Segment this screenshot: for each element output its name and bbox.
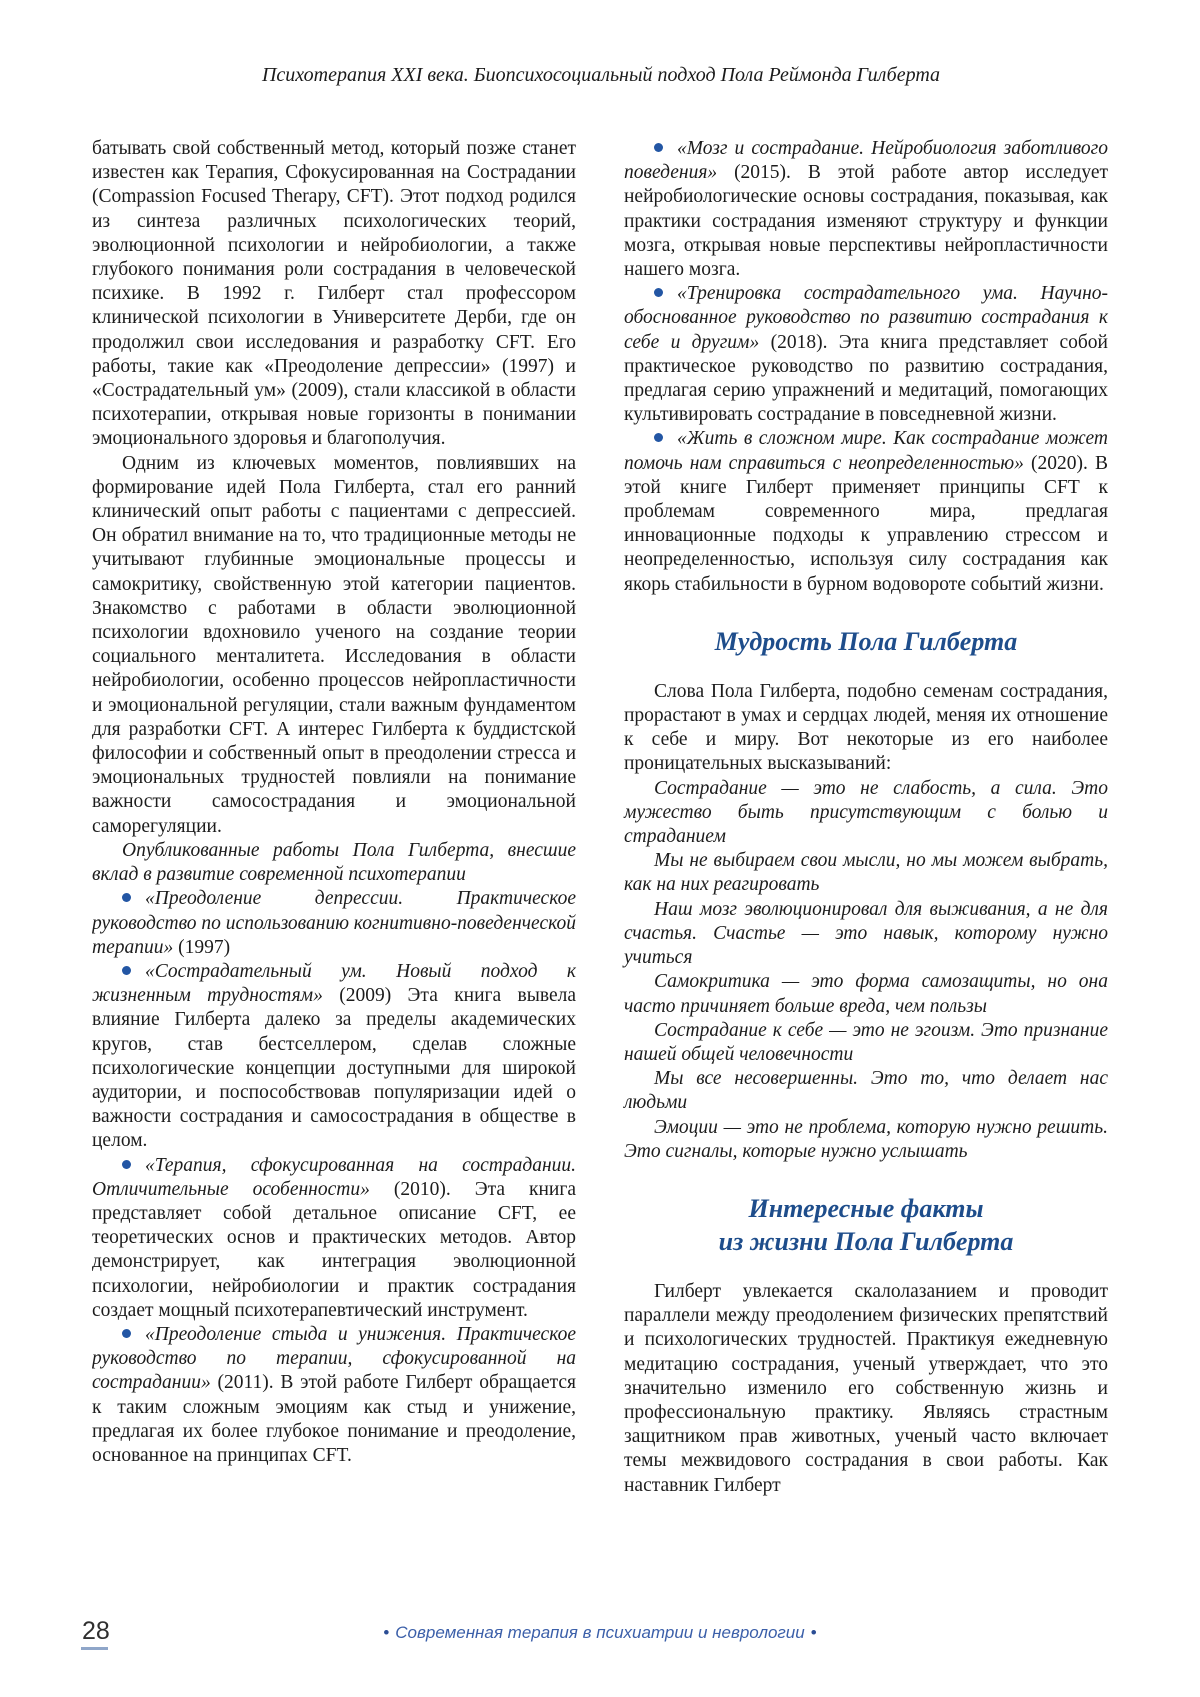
italic-run: Сострадание к себе — это не эгоизм. Это признание нашей общей человечности [624,1019,1108,1065]
text-run: (2015). В этой работе автор исследует нейробиологические основы сострадания, показывая, как практики сострадания изменяют структуру и функции мозга, открывая новые перспективы нейропластичности нашего мозга. [624,162,1108,281]
text-run: Слова Пола Гилберта, подобно семенам сострадания, прорастают в умах и сердцах людей, меняя их отношение к себе и миру. Вот некоторые из его наиболее проницательных высказываний: [624,680,1108,775]
italic-run: «Тренировка сострадательного ума. Научно-обоснованное руководство по развитию сострадания к себе и другим» [624,283,1108,353]
italic-run: «Преодоление депрессии. Практическое руководство по использованию когнитивно-поведенческой терапии» [92,888,576,958]
italic-run: «Мозг и сострадание. Нейробиология заботливого поведения» [624,138,1108,184]
section-heading: Мудрость Пола Гилберта [714,626,1018,656]
bullet-icon [654,143,663,152]
paragraph [92,839,576,887]
bullet-list-item [92,887,576,960]
paragraph [92,137,576,452]
footer-bullet-icon: • [383,1623,390,1642]
running-header: Психотерапия XXI века. Биопсихосоциальный подход Пола Реймонда Гилберта [261,64,941,86]
bullet-list-item [92,960,576,1154]
paragraph [92,452,576,839]
italic-run: «Преодоление стыда и унижения. Практическое руководство по терапии, сфокусированной на сострадании» [92,1323,576,1394]
section-heading: Интересные факты из жизни Пола Гилберта [718,1193,1014,1256]
bullet-icon [654,288,663,297]
bullet-icon [122,966,131,975]
italic-run: Наш мозг эволюционировал для выживания, а не для счастья. Счастье — это навык, которому нужно учиться [624,898,1108,969]
italic-run: «Терапия, сфокусированная на сострадании. Отличительные особенности» [92,1154,576,1200]
italic-run: «Жить в сложном мире. Как сострадание может помочь нам справиться с неопределенностью» [624,428,1108,474]
quote-paragraph [624,970,1108,1018]
text-run: (2009) Эта книга вывела влияние Гилберта далеко за пределы академических кругов, став бестселлером, сделав сложные психологические концепции доступными для широкой аудитории, и поспособствовав популяризации идей о важности сострадания и самосострадания в обществе в целом. [92,985,576,1152]
bullet-icon [122,1329,131,1338]
italic-run: Мы все несовершенны. Это то, что делает нас людьми [624,1068,1108,1114]
page-number-rule [81,1647,108,1650]
text-run: батывать свой собственный метод, который позже станет известен как Терапия, Сфокусированная на Сострадании (Compassion Focused Therapy, CFT). Этот подход родился из синтеза различных психологических теорий, эволюционной психологии и нейробиологии, а также глубокого понимания роли сострадания в человеческой психике. В 1992 г. Гилберт стал профессором клинической психологии в Университете Дерби, где он продолжил свои исследования и разработку CFT. Его работы, такие как «Преодоление депрессии» (1997) и «Сострадательный ум» (2009), стали классикой в области психотерапии, открывая новые горизонты в понимании эмоционального здоровья и благополучия. [92,138,576,450]
italic-run: Мы не выбираем свои мысли, но мы можем выбрать, как на них реагировать [624,850,1108,896]
italic-run: Эмоции — это не проблема, которую нужно решить. Это сигналы, которые нужно услышать [624,1116,1108,1162]
quote-paragraph [624,777,1108,850]
italic-run: Самокритика — это форма самозащиты, но она часто причиняет больше вреда, чем пользы [624,971,1108,1017]
journal-title: Современная терапия в психиатрии и неврологии [395,1623,805,1642]
bullet-icon [654,433,663,442]
quote-paragraph [624,898,1108,971]
page-number: 28 [82,1617,110,1645]
italic-run: «Сострадательный ум. Новый подход к жизненным трудностям» [92,960,576,1007]
footer-bullet-icon: • [810,1623,817,1642]
text-run: (2010). Эта книга представляет собой детальное описание CFT, ее теоретических основ и практических методов. Автор демонстрирует, как интеграция эволюционной психологии, нейробиологии и практик сострадания создает мощный психотерапевтический инструмент. [92,1178,576,1321]
quote-paragraph [624,1019,1108,1067]
text-run: (2011). В этой работе Гилберт обращается к таким сложным эмоциям как стыд и унижение, предлагая их более глубокое понимание и преодоление, основанное на принципах CFT. [92,1372,576,1466]
bullet-list-item [92,1323,576,1468]
italic-run: Сострадание — это не слабость, а сила. Это мужество быть присутствующим с болью и страданием [624,777,1108,848]
text-run: (2018). Эта книга представляет собой практическое руководство по развитию сострадания, предлагая серию упражнений и медитаций, помогающих культивировать сострадание в повседневной жизни. [624,331,1108,426]
quote-paragraph [624,1067,1108,1115]
text-run: Гилберт увлекается скалолазанием и проводит параллели между преодолением физических препятствий и психологических трудностей. Практикуя ежедневную медитацию сострадания, ученый утверждает, что это значительно изменило его собственную жизнь и профессиональную практику. Являясь страстным защитником прав животных, ученый часто включает темы межвидового сострадания в свои работы. Как наставник Гилберт [624,1280,1108,1496]
journal-title-line [0,1623,1200,1643]
bullet-list-item [624,137,1108,282]
italic-run: Опубликованные работы Пола Гилберта, внесшие вклад в развитие современной психотерапии [92,839,576,886]
page-footer [0,1618,1200,1678]
bullet-icon [122,893,131,902]
quote-paragraph [624,1116,1108,1164]
left-column [92,137,576,1615]
bullet-icon [122,1160,131,1169]
quote-paragraph [624,849,1108,897]
bullet-list-item [624,427,1108,596]
text-run: (1997) [173,936,231,958]
right-column [624,137,1108,1615]
bullet-list-item [624,282,1108,427]
bullet-list-item [92,1154,576,1323]
paragraph [624,680,1108,777]
text-run: (2020). В этой книге Гилберт применяет принципы CFT к проблемам современного мира, предлагая инновационные подходы к управлению стрессом и неопределенностью, используя силу сострадания как якорь стабильности в бурном водовороте событий жизни. [624,452,1108,595]
text-run: Одним из ключевых моментов, повлиявших на формирование идей Пола Гилберта, стал его ранний клинический опыт работы с пациентами с депрессией. Он обратил внимание на то, что традиционные методы не учитывают глубинные эмоциональные процессы и самокритику, свойственную этой категории пациентов. Знакомство с работами в области эволюционной психологии вдохновило ученого на создание теории социального менталитета. Исследования в области нейробиологии, особенно процессов нейропластичности и эмоциональной регуляции, стали важным фундаментом для разработки CFT. А интерес Гилберта к буддистской философии и собственный опыт в преодолении стресса и эмоциональных трудностей повлияли на понимание важности самосострадания и эмоциональной саморегуляции. [92,452,576,837]
paragraph [624,1280,1108,1498]
two-column-layout [92,137,1110,1615]
